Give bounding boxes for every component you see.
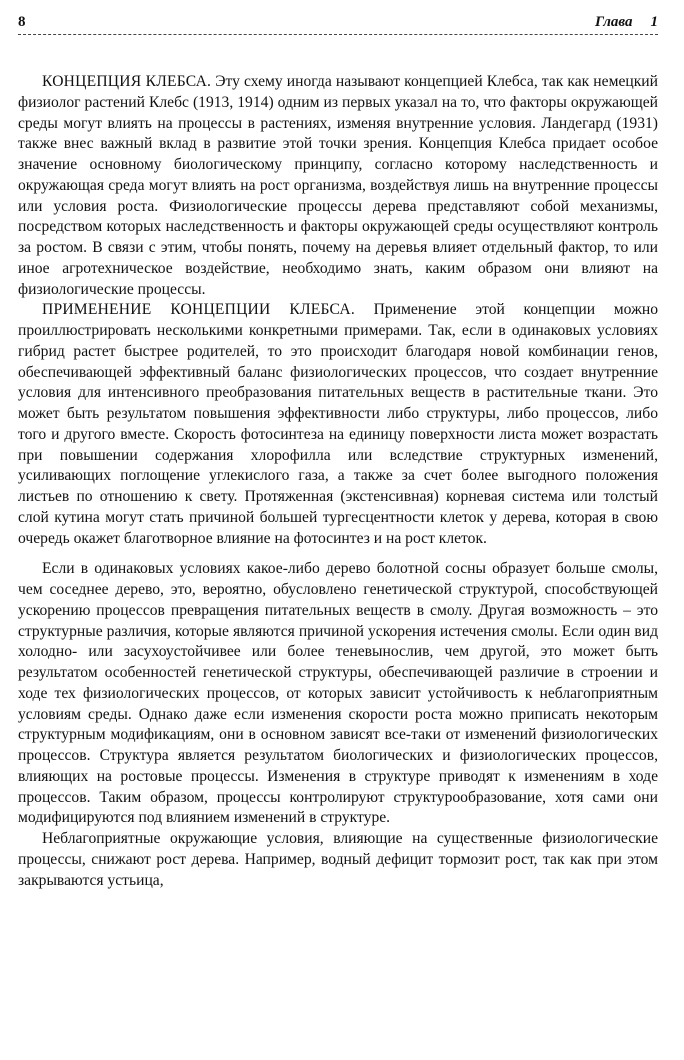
- text-body: [18, 72, 658, 891]
- paragraph-text: Применение этой концепции можно проиллюстрировать несколькими конкретными примерами. Так, если в одинаковых условиях гибрид растет быстрее родителей, то это происходит благодаря новой комбинации генов, обеспечивающей эффективный баланс физиологических процессов, что создает внутренние условия для интенсивного преобразования питательных веществ в растительные ткани. Это может быть результатом повышения эффективности либо структуры, либо процессов, либо того и другого вместе. Скорость фотосинтеза на единицу поверхности листа может возрастать при повышении содержания хлорофилла или вследствие структурных изменений, усиливающих поглощение углекислого газа, а также за счет более выгодного положения листьев по отношению к свету. Протяженная (экстенсивная) корневая система или толстый слой кутина могут стать причиной большей тургесцентности клеток у дерева, которая в свою очередь окажет благотворное влияние на фотосинтез и на рост клеток.: [18, 301, 658, 547]
- section-heading-klebs-concept: КОНЦЕПЦИЯ КЛЕБСА.: [42, 73, 212, 90]
- chapter-word: Глава: [594, 14, 633, 30]
- paragraph-text: Если в одинаковых условиях какое-либо дерево болотной сосны образует больше смолы, чем соседнее дерево, это, вероятно, обусловлено генетической структурой, способствующей ускорению процессов превращения питательных веществ в смолу. Другая возможность – это структурные различия, которые являются причиной ускорения истечения смолы. Если один вид холодно- или засухоустойчивее или более теневынослив, чем другой, это может быть результатом особенностей генетической структуры, обеспечивающей различие в строении и ходе тех физиологических процессов, от которых зависит устойчивость к неблагоприятным условиям среды. Однако даже если изменения скорости роста можно приписать некоторым структурным модификациям, они в основном зависят все-таки от изменений физиологических процессов. Структура является результатом биологических и физиологических процессов, влияющих на ростовые процессы. Изменения в структуре приводят к изменениям в ходе процессов. Таким образом, процессы контролируют структурообразование, хотя сами они модифицируются под влиянием изменений в структуре.: [18, 560, 658, 827]
- paragraph-resin-example: [18, 559, 658, 829]
- page-number: 8: [18, 14, 26, 30]
- paragraph-text: Эту схему иногда называют концепцией Клебса, так как немецкий физиолог растений Клебс (1913, 1914) одним из первых указал на то, что факторы окружающей среды могут влиять на процессы в растениях, изменяя внутренние условия. Ландегард (1931) также внес важный вклад в развитие этой точки зрения. Концепция Клебса придает особое значение основному биологическому принципу, согласно которому наследственность и окружающая среда могут влиять на рост организма, воздействуя лишь на внутренние процессы или условия роста. Физиологические процессы дерева представляют собой механизмы, посредством которых наследственность и факторы окружающей среды осуществляют контроль за ростом. В связи с этим, чтобы понять, почему на деревья влияет отдельный фактор, то или иное агротехническое воздействие, необходимо знать, каким образом они влияют на физиологические процессы.: [18, 73, 658, 298]
- chapter-label: [595, 12, 658, 32]
- chapter-number: 1: [650, 14, 658, 30]
- paragraph-klebs-application: [18, 300, 658, 549]
- paragraph-unfavorable-conditions: [18, 829, 658, 891]
- header-divider: [18, 34, 658, 35]
- section-heading-klebs-application: ПРИМЕНЕНИЕ КОНЦЕПЦИИ КЛЕБСА.: [42, 301, 355, 319]
- running-head: [18, 12, 658, 32]
- paragraph-klebs-concept: [18, 72, 658, 300]
- paragraph-text: Неблагоприятные окружающие условия, влияющие на существенные физиологические процессы, снижают рост дерева. Например, водный дефицит тормозит рост, так как при этом закрываются устьица,: [18, 830, 658, 889]
